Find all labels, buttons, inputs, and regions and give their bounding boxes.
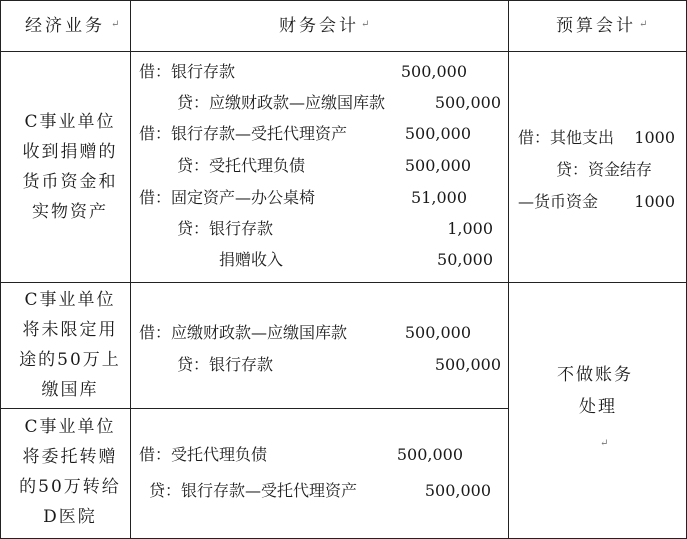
- entry-label: 贷：银行存款: [177, 219, 274, 238]
- entry-amount: 500,000: [404, 124, 471, 143]
- entry-label: 借：应缴财政款—应缴国库款: [139, 323, 348, 342]
- entry-label: 借：固定资产—办公桌椅: [139, 188, 316, 207]
- no-entry-text: 处理: [579, 397, 617, 417]
- entry-amount: 51,000: [411, 188, 467, 207]
- header-financial: 财务会计: [279, 16, 359, 36]
- row1-business-line: 实物资产: [32, 202, 108, 222]
- entry-amount: 50,000: [437, 250, 493, 269]
- row2-business-line: 将未限定用: [22, 320, 118, 340]
- row1-business-line: 收到捐赠的: [22, 142, 118, 162]
- row2-financial-cell: [130, 282, 509, 409]
- budget-amount: 1000: [634, 128, 675, 147]
- entry-amount: 500,000: [400, 62, 467, 81]
- budget-label: 贷：资金结存: [556, 160, 653, 179]
- row1-financial-cell: [130, 51, 509, 283]
- entry-amount: 500,000: [434, 355, 501, 374]
- entry-amount: 500,000: [424, 481, 491, 500]
- row2-business-line: 缴国库: [41, 380, 99, 400]
- header-business-cell: 经济业务 ↵: [0, 0, 131, 52]
- entry-label: 捐赠收入: [219, 250, 284, 269]
- entry-amount: 500,000: [404, 323, 471, 342]
- no-entry-text: 不做账务: [557, 365, 633, 385]
- entry-label: 贷：银行存款—受托代理资产: [149, 481, 358, 500]
- entry-label: 贷：受托代理负债: [177, 156, 306, 175]
- entry-label: 贷：应缴财政款—应缴国库款: [177, 93, 386, 112]
- header-financial-cell: 财务会计 ↵: [130, 0, 509, 52]
- merged-budget-cell: 不做账务 处理 ↵: [508, 282, 687, 539]
- entry-label: 贷：银行存款: [177, 355, 274, 374]
- entry-amount: 500,000: [434, 93, 501, 112]
- entry-label: 借：受托代理负债: [139, 445, 268, 464]
- entry-amount: 500,000: [404, 156, 471, 175]
- row3-business-line: D医院: [43, 507, 97, 527]
- row2-business-line: 途的50万上: [19, 350, 121, 370]
- row3-business-cell: [0, 408, 131, 539]
- budget-label: 借：其他支出: [518, 128, 615, 147]
- row2-business-cell: [0, 282, 131, 409]
- row2-business-line: C事业单位: [24, 290, 116, 310]
- entry-label: 借：银行存款—受托代理资产: [139, 124, 348, 143]
- budget-amount: 1000: [634, 192, 675, 211]
- row1-business-cell: [0, 51, 131, 283]
- row3-financial-cell: [130, 408, 509, 539]
- row3-business-line: 的50万转给: [19, 477, 121, 497]
- row1-business-line: C事业单位: [24, 112, 116, 132]
- row1-budget-cell: [508, 51, 687, 283]
- header-business: 经济业务: [25, 16, 105, 36]
- row3-business-line: 将委托转赠: [22, 447, 118, 467]
- entry-amount: 500,000: [396, 445, 463, 464]
- budget-label: —货币资金: [518, 192, 599, 211]
- row3-business-line: C事业单位: [24, 417, 116, 437]
- header-budget: 预算会计: [556, 16, 636, 36]
- row1-business-line: 货币资金和: [22, 172, 118, 192]
- header-budget-cell: 预算会计 ↵: [508, 0, 687, 52]
- entry-label: 借：银行存款: [139, 62, 236, 81]
- entry-amount: 1,000: [447, 219, 493, 238]
